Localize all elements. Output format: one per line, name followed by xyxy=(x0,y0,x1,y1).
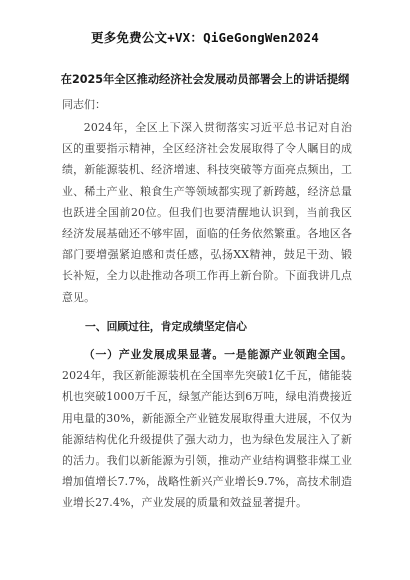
subsection-text: 2024年，我区新能源装机在全国率先突破1亿千瓦，储能装机也突破1000万千瓦，绿氢产能达到6万吨，绿电消费接近用电量的30%，新能源全产业链发展取得重大进展，不仅为能源结构优化升级提供了强大动力，也为绿色发展注入了新的活力。我们以新能源为引领，推动产业结构调整非煤工业增加值增长7.7%，战略性新兴产业增长9.7%，高技术制造业增长27.4%，产业发展的质量和效益显著提升。 xyxy=(62,369,352,510)
subsection-paragraph xyxy=(62,344,352,514)
promo-banner: 更多免费公文+VX：QiGeGongWen2024 xyxy=(91,30,319,45)
intro-paragraph: 2024年，全区上下深入贯彻落实习近平总书记对自治区的重要指示精神，全区经济社会发展取得了令人瞩目的成绩，新能源装机、经济增速、科技突破等方面亮点频出，工业、稀土产业、粮食生产等领域都实现了新跨越，经济总量也跃进全国前20位。但我们也要清醒地认识到，当前我区经济发展基础还不够牢固，面临的任务依然繁重。各地区各部门要增强紧迫感和责任感，弘扬XX精神，鼓足干劲、锻长补短，全力以赴推动各项工作再上新台阶。下面我讲几点意见。 xyxy=(62,121,352,304)
document-title: 在2025年全区推动经济社会发展动员部署会上的讲话提纲 xyxy=(60,73,350,86)
salutation: 同志们： xyxy=(62,98,106,111)
subsection-heading: （一）产业发展成果显著。 xyxy=(83,348,225,361)
subsection-lead: 一是能源产业领跑全国。 xyxy=(224,348,352,361)
section-heading: 一、回顾过往，肯定成绩坚定信心 xyxy=(85,320,247,333)
